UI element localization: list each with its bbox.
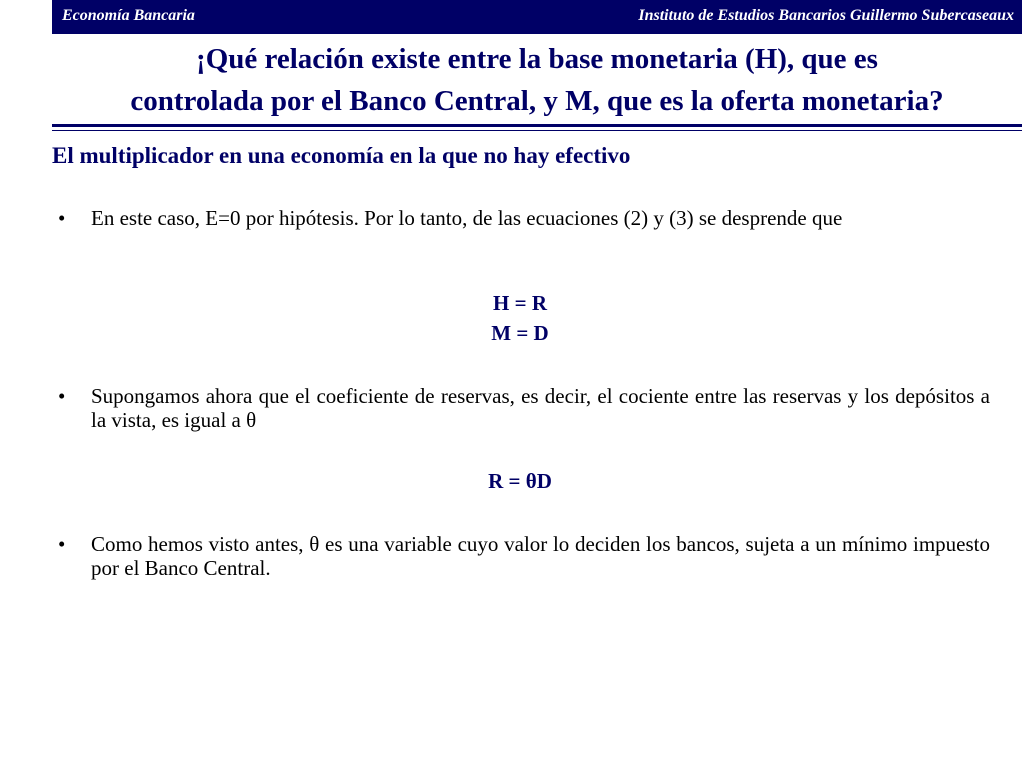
title-divider-thin: [52, 130, 1022, 131]
bullet-dot: •: [58, 384, 66, 408]
bullet-dot: •: [58, 206, 66, 230]
slide-title-line-2: controlada por el Banco Central, y M, que es la oferta monetaria?: [130, 85, 944, 117]
slide-subtitle: El multiplicador en una economía en la que no hay efectivo: [52, 143, 631, 168]
bullet-text: En este caso, E=0 por hipótesis. Por lo tanto, de las ecuaciones (2) y (3) se desprende que: [91, 206, 843, 230]
bullet-item-1: [52, 206, 990, 230]
equation-r-equals-theta-d: R = θD: [488, 469, 552, 493]
bullet-text: Supongamos ahora que el coeficiente de reservas, es decir, el cociente entre las reservas y los depósitos a la vista, es igual a θ: [91, 384, 990, 432]
title-divider-thick: [52, 124, 1022, 127]
bullet-dot: •: [58, 532, 66, 556]
header-bar: [52, 0, 1022, 34]
equation-h-equals-r: H = R: [493, 291, 547, 315]
bullet-text: Como hemos visto antes, θ es una variable cuyo valor lo deciden los bancos, sujeta a un mínimo impuesto por el Banco Central.: [91, 532, 990, 580]
bullet-item-2: [52, 384, 990, 432]
bullet-item-3: [52, 532, 990, 580]
header-institution-name: Instituto de Estudios Bancarios Guillermo Subercaseaux: [638, 7, 1014, 24]
slide-title: [52, 38, 1022, 122]
equation-m-equals-d: M = D: [491, 321, 549, 345]
header-course-name: Economía Bancaria: [62, 7, 195, 24]
slide-title-line-1: ¡Qué relación existe entre la base monetaria (H), que es: [196, 43, 878, 75]
